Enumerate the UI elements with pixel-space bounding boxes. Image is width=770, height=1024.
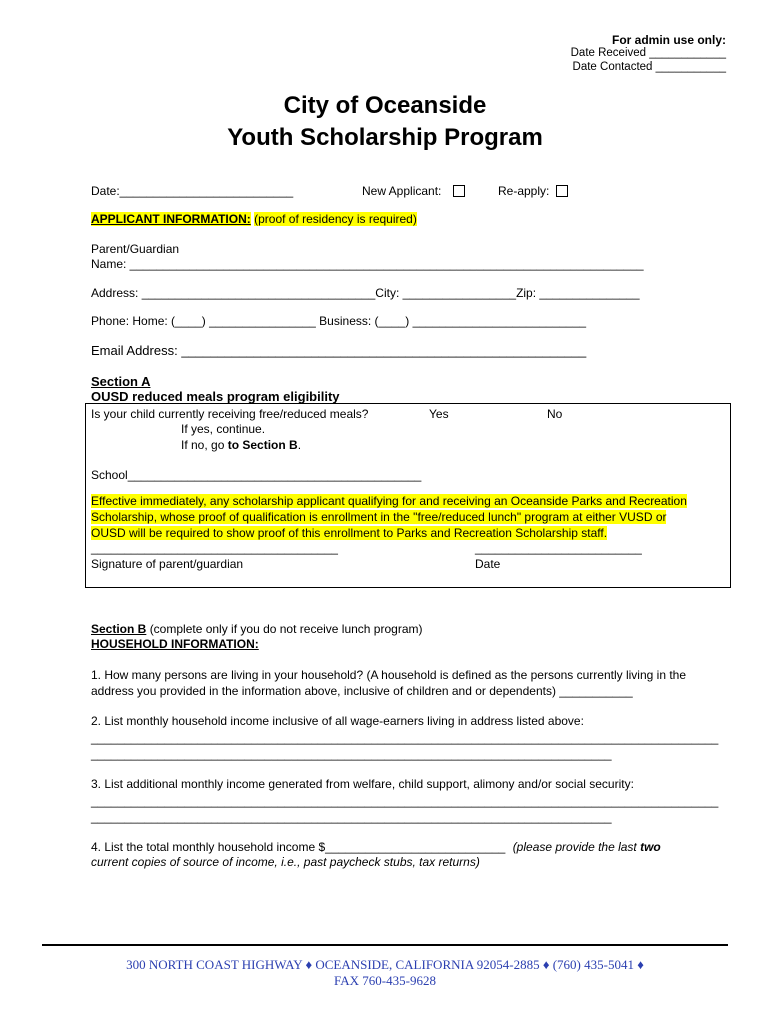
q4-note-bold: two <box>640 840 661 854</box>
notice-line-1: Effective immediately, any scholarship applicant qualifying for and receiving an Oceanside Parks and Recreation <box>91 494 687 508</box>
name-field[interactable]: Name: _____________________________________________________________________________ <box>91 257 644 271</box>
q1-line-2[interactable]: address you provided in the information above, inclusive of children and or dependents) ___________ <box>91 684 633 698</box>
footer-divider <box>42 944 728 946</box>
reapply-checkbox[interactable] <box>556 185 568 197</box>
phone-field[interactable]: Phone: Home: (____) ________________ Business: (____) __________________________ <box>91 314 587 328</box>
reapply-label: Re-apply: <box>498 184 550 198</box>
section-a-subheading: OUSD reduced meals program eligibility <box>91 389 340 404</box>
footer-address: 300 NORTH COAST HIGHWAY ♦ OCEANSIDE, CALIFORNIA 92054-2885 ♦ (760) 435-5041 ♦ <box>126 957 644 972</box>
q4-line-2: current copies of source of income, i.e., past paycheck stubs, tax returns) <box>91 855 480 869</box>
date-received-field[interactable]: Date Received ____________ <box>570 47 726 59</box>
date-contacted-field[interactable]: Date Contacted ___________ <box>572 61 726 73</box>
q4-line-1[interactable] <box>91 840 661 854</box>
new-applicant-checkbox[interactable] <box>453 185 465 197</box>
notice-line-2: Scholarship, whose proof of qualification is enrollment in the "free/reduced lunch" program at either VUSD or <box>91 510 667 524</box>
meals-yes-option[interactable]: Yes <box>429 407 449 421</box>
q3-blank-2[interactable]: ______________________________________________________________________________ <box>91 810 612 824</box>
notice-line-3: OUSD will be required to show proof of this enrollment to Parks and Recreation Scholarship staff. <box>91 526 608 540</box>
signature-date-label: Date <box>475 557 501 571</box>
meals-no-option[interactable]: No <box>547 407 563 421</box>
email-field[interactable]: Email Address: ________________________________________________________ <box>91 343 587 358</box>
go-to-section-b: to Section B <box>227 438 298 452</box>
school-field[interactable]: School____________________________________________ <box>91 468 422 482</box>
signature-label: Signature of parent/guardian <box>91 557 244 571</box>
applicant-info-heading-row <box>91 212 417 226</box>
admin-use-title: For admin use only: <box>611 33 726 47</box>
residency-note: (proof of residency is required) <box>254 212 417 226</box>
footer-fax: FAX 760-435-9628 <box>334 973 436 988</box>
q3-text: 3. List additional monthly income generated from welfare, child support, alimony and/or social security: <box>91 777 634 791</box>
if-no-prefix: If no, go <box>181 438 228 452</box>
page-title-line1: City of Oceanside <box>283 92 487 119</box>
address-field[interactable]: Address: ___________________________________City: _________________Zip: _______________ <box>91 286 640 300</box>
section-b-heading: Section B <box>91 622 147 636</box>
signature-line[interactable]: _____________________________________ <box>91 541 338 555</box>
section-b-heading-row <box>91 622 423 636</box>
meals-question: Is your child currently receiving free/reduced meals? <box>91 407 369 421</box>
if-yes-instruction: If yes, continue. <box>181 422 266 436</box>
new-applicant-label: New Applicant: <box>362 184 442 198</box>
if-no-instruction <box>181 438 301 452</box>
if-no-suffix: . <box>297 438 302 452</box>
q2-blank-1[interactable]: ______________________________________________________________________________________________ <box>91 731 719 745</box>
q2-text: 2. List monthly household income inclusive of all wage-earners living in address listed above: <box>91 714 584 728</box>
section-b-note: (complete only if you do not receive lunch program) <box>149 622 423 636</box>
q2-blank-2[interactable]: ______________________________________________________________________________ <box>91 747 612 761</box>
q1-line-1: 1. How many persons are living in your household? (A household is defined as the persons currently living in the <box>91 668 687 682</box>
signature-date-line[interactable]: _________________________ <box>475 541 642 555</box>
applicant-info-heading: APPLICANT INFORMATION: <box>91 212 251 226</box>
q3-blank-1[interactable]: ______________________________________________________________________________________________ <box>91 794 719 808</box>
page-title-line2: Youth Scholarship Program <box>227 124 543 151</box>
q4-text[interactable]: 4. List the total monthly household income $___________________________ <box>91 840 506 854</box>
q4-note: (please provide the last <box>512 840 641 854</box>
date-field[interactable]: Date:__________________________ <box>91 184 294 198</box>
section-a-heading: Section A <box>91 374 151 389</box>
household-info-heading: HOUSEHOLD INFORMATION: <box>91 637 259 651</box>
parent-guardian-label: Parent/Guardian <box>91 242 180 256</box>
